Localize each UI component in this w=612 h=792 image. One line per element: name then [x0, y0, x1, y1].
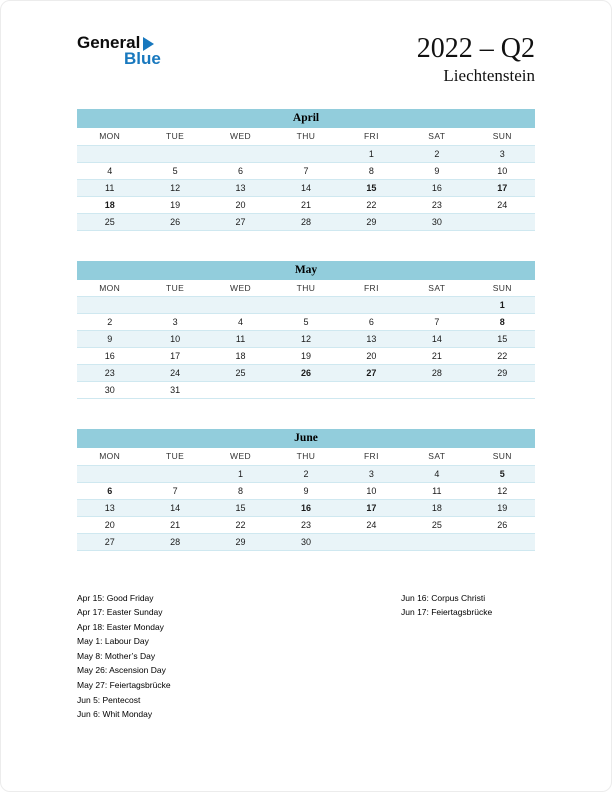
day-cell: 19: [470, 499, 535, 516]
month-april: [77, 109, 535, 231]
week-row: [77, 516, 535, 533]
general-blue-logo: [77, 33, 161, 68]
holiday-column-left: [77, 591, 401, 722]
day-cell: 17: [339, 499, 404, 516]
holiday-entry: May 1: Labour Day: [77, 636, 149, 647]
day-cell: 8: [470, 314, 535, 331]
holiday-entry: May 27: Feiertagsbrücke: [77, 680, 171, 691]
day-cell: 16: [77, 348, 142, 365]
day-cell: 22: [470, 348, 535, 365]
day-cell: 13: [77, 499, 142, 516]
day-cell: 4: [208, 314, 273, 331]
day-cell: [142, 145, 207, 162]
day-cell: [404, 297, 469, 314]
day-cell: 11: [404, 482, 469, 499]
weekday-label: MON: [77, 128, 142, 145]
week-row: [77, 482, 535, 499]
day-cell: 29: [339, 213, 404, 230]
weekday-row: [77, 280, 535, 297]
day-cell: 1: [470, 297, 535, 314]
weekday-label: WED: [208, 280, 273, 297]
day-cell: 22: [208, 516, 273, 533]
day-cell: 4: [404, 465, 469, 482]
day-cell: 8: [339, 162, 404, 179]
weekday-label: FRI: [339, 128, 404, 145]
day-cell: 8: [208, 482, 273, 499]
day-cell: 20: [208, 196, 273, 213]
day-cell: [273, 297, 338, 314]
month-title: June: [77, 429, 535, 448]
week-row: [77, 179, 535, 196]
day-cell: 14: [273, 179, 338, 196]
weekday-label: THU: [273, 280, 338, 297]
day-cell: 13: [339, 331, 404, 348]
day-cell: 26: [273, 365, 338, 382]
week-row: [77, 196, 535, 213]
day-cell: 20: [339, 348, 404, 365]
day-cell: 23: [273, 516, 338, 533]
day-cell: 28: [404, 365, 469, 382]
holiday-entry: Apr 17: Easter Sunday: [77, 607, 163, 618]
day-cell: 6: [339, 314, 404, 331]
day-cell: 22: [339, 196, 404, 213]
day-cell: 5: [273, 314, 338, 331]
weekday-label: THU: [273, 128, 338, 145]
holiday-entry: May 26: Ascension Day: [77, 665, 166, 676]
day-cell: 2: [77, 314, 142, 331]
weekday-label: MON: [77, 448, 142, 465]
week-row: [77, 499, 535, 516]
day-cell: 9: [404, 162, 469, 179]
day-cell: 14: [404, 331, 469, 348]
weekday-label: SAT: [404, 448, 469, 465]
weekday-label: WED: [208, 448, 273, 465]
weekday-label: MON: [77, 280, 142, 297]
page-title: 2022 – Q2: [416, 33, 535, 64]
month-grid: [77, 448, 535, 551]
holiday-list: [77, 591, 535, 722]
week-row: [77, 382, 535, 399]
day-cell: [77, 465, 142, 482]
day-cell: 16: [404, 179, 469, 196]
page-header: [77, 1, 535, 87]
day-cell: [208, 145, 273, 162]
day-cell: 10: [142, 331, 207, 348]
month-grid: [77, 128, 535, 231]
day-cell: 21: [273, 196, 338, 213]
day-cell: 20: [77, 516, 142, 533]
day-cell: 6: [77, 482, 142, 499]
day-cell: [208, 382, 273, 399]
day-cell: [339, 533, 404, 550]
day-cell: 28: [273, 213, 338, 230]
day-cell: 4: [77, 162, 142, 179]
month-title: April: [77, 109, 535, 128]
holiday-entry: May 8: Mother’s Day: [77, 650, 156, 661]
day-cell: 25: [77, 213, 142, 230]
week-row: [77, 348, 535, 365]
day-cell: 1: [339, 145, 404, 162]
day-cell: 26: [142, 213, 207, 230]
day-cell: 12: [142, 179, 207, 196]
month-grid: [77, 280, 535, 400]
day-cell: 24: [142, 365, 207, 382]
day-cell: 5: [142, 162, 207, 179]
day-cell: [470, 533, 535, 550]
day-cell: [273, 382, 338, 399]
day-cell: 18: [208, 348, 273, 365]
week-row: [77, 465, 535, 482]
day-cell: 1: [208, 465, 273, 482]
day-cell: 3: [470, 145, 535, 162]
holiday-entry: Jun 6: Whit Monday: [77, 709, 153, 720]
day-cell: 30: [273, 533, 338, 550]
title-block: [417, 33, 535, 87]
day-cell: 16: [273, 499, 338, 516]
holiday-entry: Jun 16: Corpus Christi: [401, 592, 486, 603]
weekday-label: SUN: [470, 280, 535, 297]
weekday-label: TUE: [142, 448, 207, 465]
day-cell: 17: [470, 179, 535, 196]
day-cell: [142, 465, 207, 482]
weekday-label: FRI: [339, 448, 404, 465]
day-cell: 11: [208, 331, 273, 348]
months-container: [77, 109, 535, 551]
holiday-entry: Apr 15: Good Friday: [77, 592, 154, 603]
day-cell: 5: [470, 465, 535, 482]
day-cell: 6: [208, 162, 273, 179]
day-cell: 3: [339, 465, 404, 482]
weekday-label: SAT: [404, 280, 469, 297]
day-cell: 31: [142, 382, 207, 399]
holiday-entry: Jun 5: Pentecost: [77, 694, 141, 705]
day-cell: 14: [142, 499, 207, 516]
day-cell: [404, 382, 469, 399]
day-cell: [77, 145, 142, 162]
day-cell: 30: [77, 382, 142, 399]
week-row: [77, 145, 535, 162]
day-cell: 10: [339, 482, 404, 499]
day-cell: [208, 297, 273, 314]
weekday-label: TUE: [142, 128, 207, 145]
weekday-label: FRI: [339, 280, 404, 297]
day-cell: 19: [273, 348, 338, 365]
day-cell: 9: [77, 331, 142, 348]
week-row: [77, 213, 535, 230]
day-cell: 30: [404, 213, 469, 230]
day-cell: 29: [470, 365, 535, 382]
day-cell: 27: [77, 533, 142, 550]
day-cell: 27: [208, 213, 273, 230]
weekday-label: THU: [273, 448, 338, 465]
day-cell: 28: [142, 533, 207, 550]
day-cell: 15: [208, 499, 273, 516]
day-cell: 13: [208, 179, 273, 196]
day-cell: 26: [470, 516, 535, 533]
day-cell: 10: [470, 162, 535, 179]
weekday-label: SUN: [470, 128, 535, 145]
logo-text-blue: Blue: [124, 49, 161, 68]
day-cell: 9: [273, 482, 338, 499]
weekday-row: [77, 448, 535, 465]
day-cell: [77, 297, 142, 314]
day-cell: [339, 382, 404, 399]
holiday-entry: Apr 18: Easter Monday: [77, 621, 164, 632]
day-cell: 18: [77, 196, 142, 213]
day-cell: 15: [470, 331, 535, 348]
logo-text-general: General: [77, 33, 141, 52]
week-row: [77, 297, 535, 314]
day-cell: 12: [273, 331, 338, 348]
day-cell: 25: [208, 365, 273, 382]
day-cell: 7: [142, 482, 207, 499]
day-cell: 18: [404, 499, 469, 516]
week-row: [77, 331, 535, 348]
day-cell: 7: [404, 314, 469, 331]
week-row: [77, 162, 535, 179]
weekday-row: [77, 128, 535, 145]
week-row: [77, 365, 535, 382]
weekday-label: SAT: [404, 128, 469, 145]
day-cell: 2: [404, 145, 469, 162]
day-cell: [142, 297, 207, 314]
day-cell: 29: [208, 533, 273, 550]
region-subtitle: Liechtenstein: [443, 66, 535, 85]
week-row: [77, 314, 535, 331]
day-cell: 23: [77, 365, 142, 382]
weekday-label: WED: [208, 128, 273, 145]
day-cell: [404, 533, 469, 550]
week-row: [77, 533, 535, 550]
day-cell: 15: [339, 179, 404, 196]
day-cell: 7: [273, 162, 338, 179]
day-cell: 21: [404, 348, 469, 365]
holiday-column-right: [401, 591, 535, 722]
day-cell: 19: [142, 196, 207, 213]
day-cell: 12: [470, 482, 535, 499]
holiday-entry: Jun 17: Feiertagsbrücke: [401, 607, 493, 618]
day-cell: 11: [77, 179, 142, 196]
day-cell: [470, 213, 535, 230]
day-cell: 3: [142, 314, 207, 331]
day-cell: 27: [339, 365, 404, 382]
day-cell: [339, 297, 404, 314]
month-title: May: [77, 261, 535, 280]
day-cell: 24: [470, 196, 535, 213]
weekday-label: TUE: [142, 280, 207, 297]
day-cell: [273, 145, 338, 162]
weekday-label: SUN: [470, 448, 535, 465]
day-cell: 17: [142, 348, 207, 365]
month-may: [77, 261, 535, 400]
day-cell: 21: [142, 516, 207, 533]
day-cell: 2: [273, 465, 338, 482]
day-cell: [470, 382, 535, 399]
day-cell: 24: [339, 516, 404, 533]
day-cell: 23: [404, 196, 469, 213]
month-june: [77, 429, 535, 551]
day-cell: 25: [404, 516, 469, 533]
